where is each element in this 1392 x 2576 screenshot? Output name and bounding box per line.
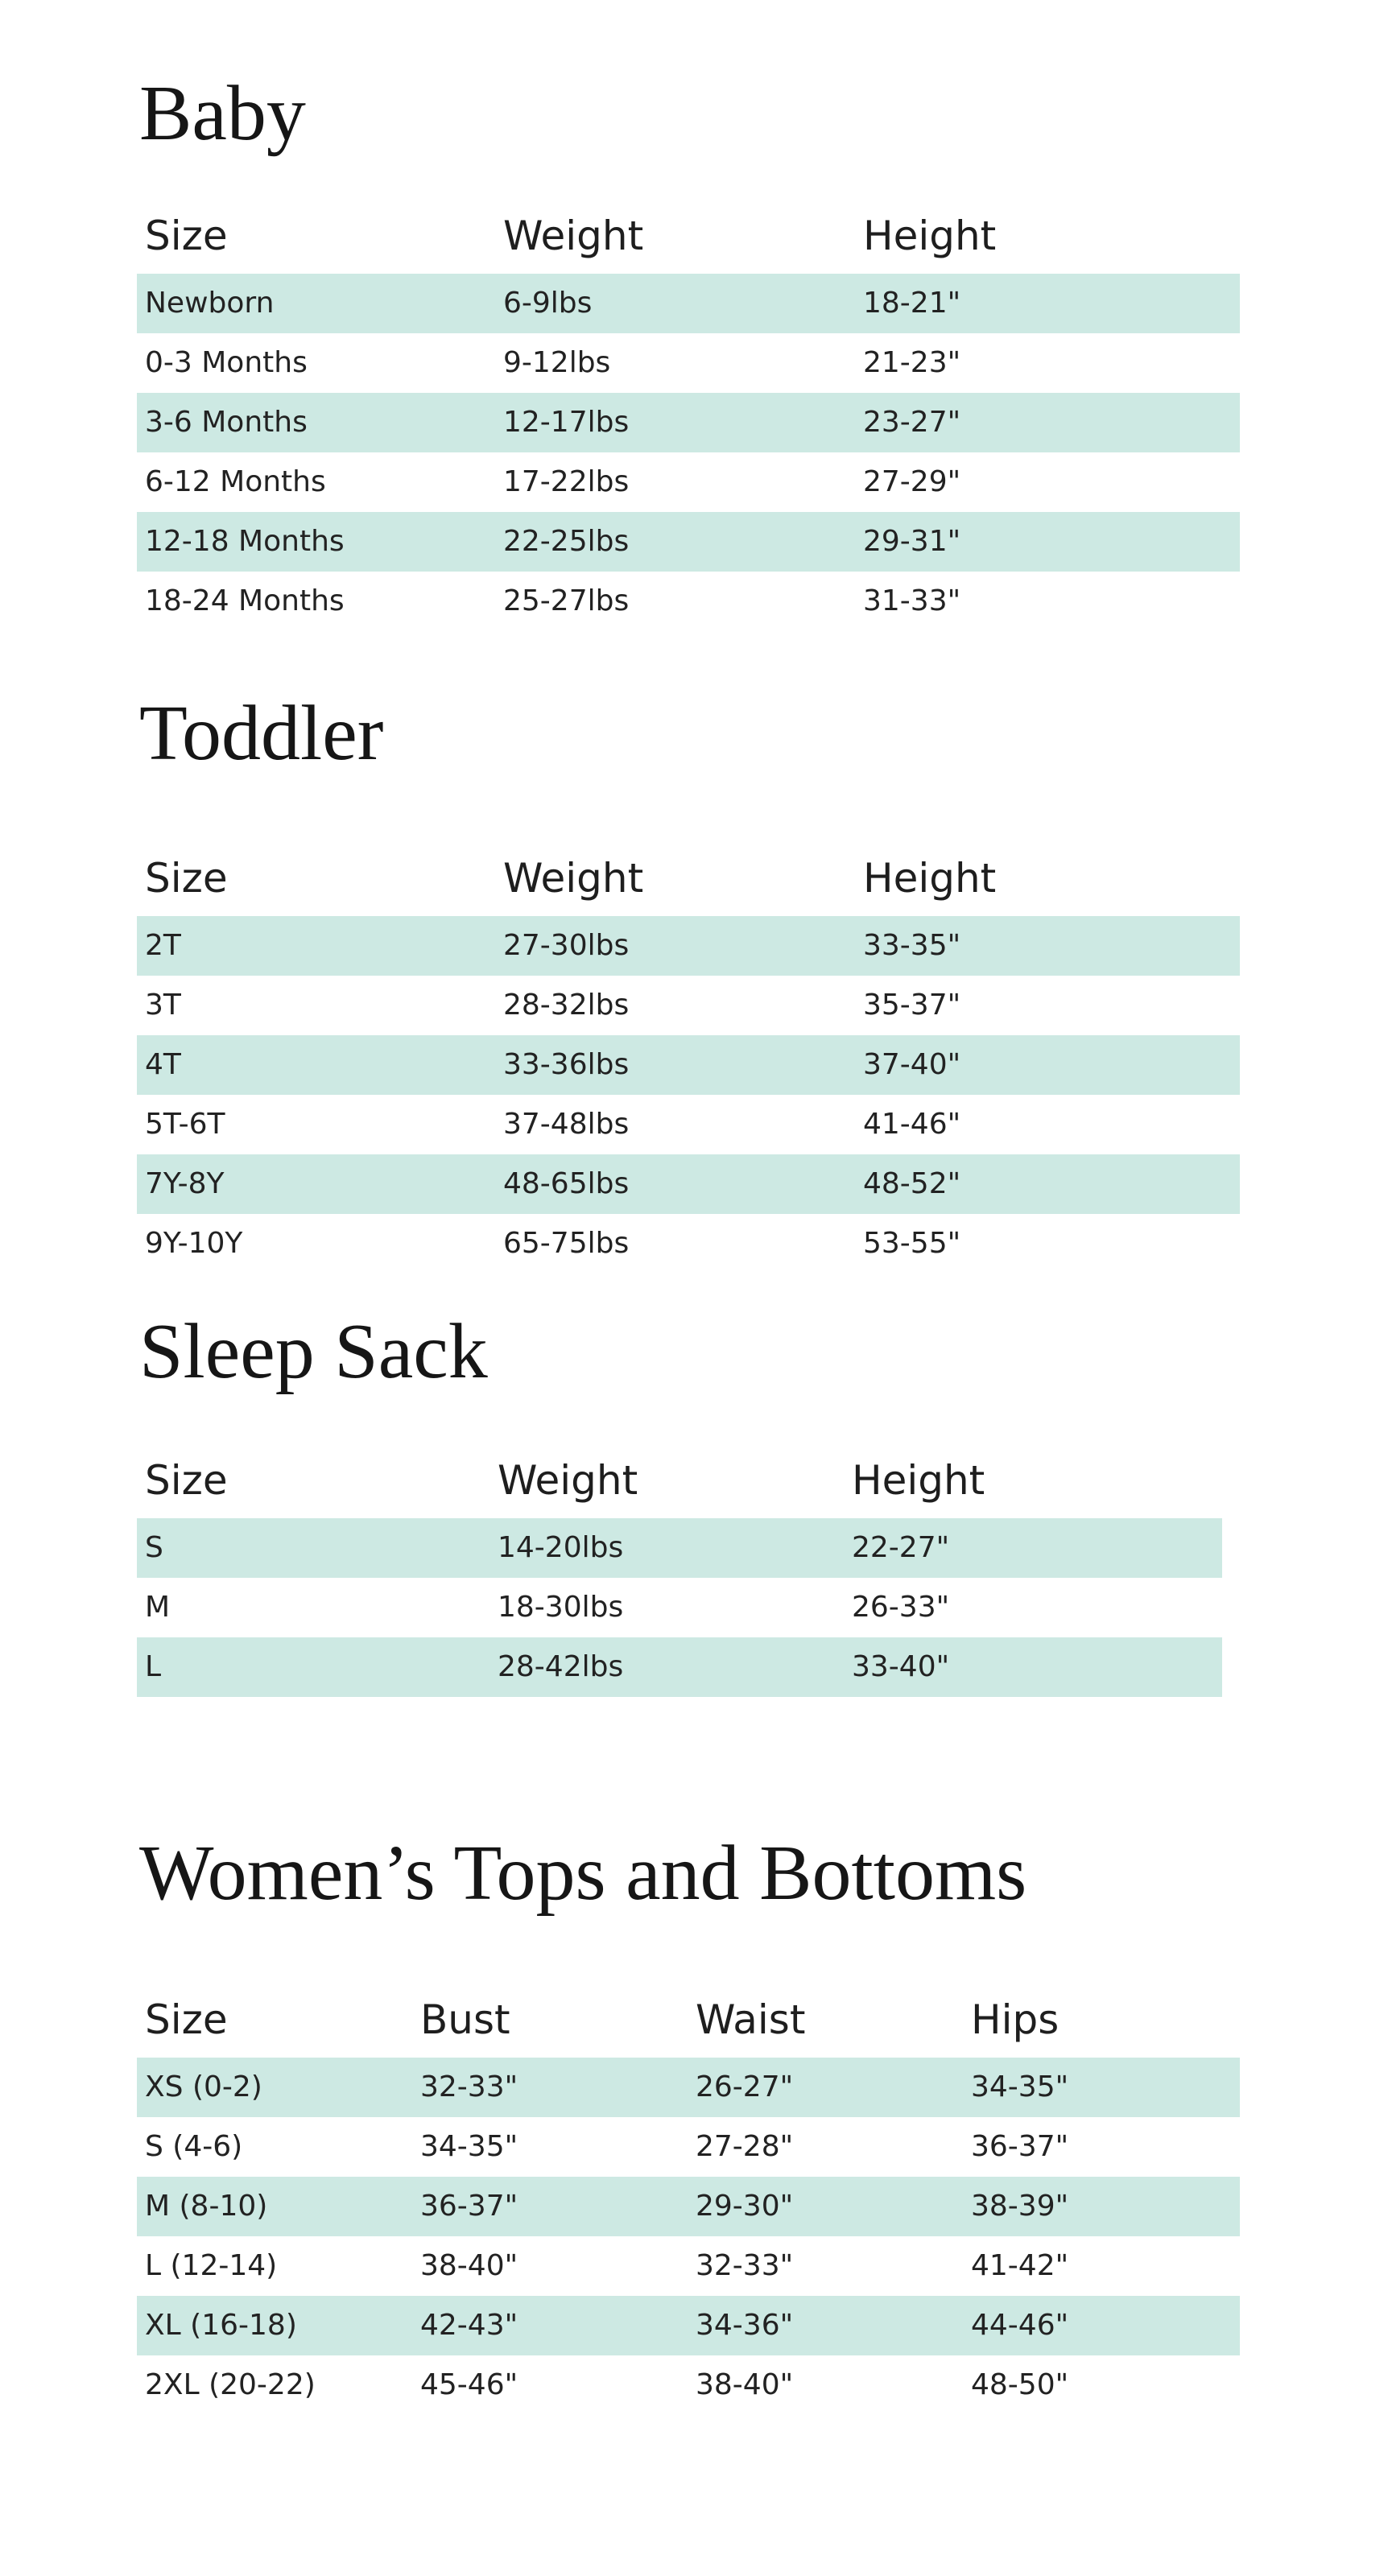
table-row xyxy=(137,1035,1240,1095)
waist-cell: 29-30" xyxy=(696,2190,794,2223)
table-row xyxy=(137,1578,1222,1637)
header-height: Height xyxy=(852,1457,985,1504)
header-bust: Bust xyxy=(420,1996,510,2043)
table-row xyxy=(137,1214,1240,1274)
size-cell: 4T xyxy=(145,1048,181,1081)
size-cell: XL (16-18) xyxy=(145,2309,297,2342)
waist-cell: 32-33" xyxy=(696,2249,794,2282)
height-cell: 33-40" xyxy=(852,1650,950,1683)
table-row xyxy=(137,1154,1240,1214)
table-row xyxy=(137,2236,1240,2296)
size-cell: 9Y-10Y xyxy=(145,1227,243,1260)
header-size: Size xyxy=(145,1996,228,2043)
toddler-title: Toddler xyxy=(139,690,384,777)
header-weight: Weight xyxy=(503,855,644,902)
size-cell: L (12-14) xyxy=(145,2249,278,2282)
header-hips: Hips xyxy=(971,1996,1059,2043)
size-cell: 12-18 Months xyxy=(145,525,345,558)
size-cell: 7Y-8Y xyxy=(145,1167,225,1200)
bust-cell: 38-40" xyxy=(420,2249,518,2282)
bust-cell: 32-33" xyxy=(420,2070,518,2103)
weight-cell: 6-9lbs xyxy=(503,287,593,320)
weight-cell: 17-22lbs xyxy=(503,465,630,498)
size-cell: 3-6 Months xyxy=(145,406,308,439)
womens-size-table xyxy=(137,1985,1240,2415)
weight-cell: 22-25lbs xyxy=(503,525,630,558)
header-waist: Waist xyxy=(696,1996,806,2043)
weight-cell: 65-75lbs xyxy=(503,1227,630,1260)
womens-title: Women’s Tops and Bottoms xyxy=(139,1830,1027,1917)
height-cell: 29-31" xyxy=(863,525,961,558)
size-cell: 2T xyxy=(145,929,181,962)
bust-cell: 34-35" xyxy=(420,2130,518,2163)
header-size: Size xyxy=(145,855,228,902)
toddler-size-table xyxy=(137,844,1240,1274)
bust-cell: 42-43" xyxy=(420,2309,518,2342)
height-cell: 27-29" xyxy=(863,465,961,498)
height-cell: 33-35" xyxy=(863,929,961,962)
height-cell: 23-27" xyxy=(863,406,961,439)
weight-cell: 12-17lbs xyxy=(503,406,630,439)
size-cell: Newborn xyxy=(145,287,275,320)
hips-cell: 38-39" xyxy=(971,2190,1069,2223)
baby-title: Baby xyxy=(139,70,306,157)
height-cell: 21-23" xyxy=(863,346,961,379)
hips-cell: 44-46" xyxy=(971,2309,1069,2342)
table-row xyxy=(137,274,1240,333)
hips-cell: 48-50" xyxy=(971,2368,1069,2401)
sleep-sack-title: Sleep Sack xyxy=(139,1308,488,1395)
table-row xyxy=(137,333,1240,393)
weight-cell: 28-32lbs xyxy=(503,989,630,1022)
weight-cell: 37-48lbs xyxy=(503,1108,630,1141)
table-row xyxy=(137,1095,1240,1154)
size-cell: 0-3 Months xyxy=(145,346,308,379)
weight-cell: 28-42lbs xyxy=(498,1650,624,1683)
size-cell: S (4-6) xyxy=(145,2130,243,2163)
table-header xyxy=(137,1985,1240,2058)
weight-cell: 9-12lbs xyxy=(503,346,611,379)
waist-cell: 27-28" xyxy=(696,2130,794,2163)
height-cell: 48-52" xyxy=(863,1167,961,1200)
header-weight: Weight xyxy=(503,213,644,259)
sleep-sack-size-table xyxy=(137,1446,1222,1697)
height-cell: 22-27" xyxy=(852,1531,950,1564)
weight-cell: 33-36lbs xyxy=(503,1048,630,1081)
weight-cell: 48-65lbs xyxy=(503,1167,630,1200)
size-cell: M xyxy=(145,1591,171,1624)
table-row xyxy=(137,1637,1222,1697)
table-row xyxy=(137,916,1240,976)
weight-cell: 27-30lbs xyxy=(503,929,630,962)
size-cell: 18-24 Months xyxy=(145,584,345,617)
table-row xyxy=(137,393,1240,452)
size-cell: L xyxy=(145,1650,162,1683)
header-height: Height xyxy=(863,213,997,259)
waist-cell: 34-36" xyxy=(696,2309,794,2342)
size-cell: XS (0-2) xyxy=(145,2070,262,2103)
hips-cell: 41-42" xyxy=(971,2249,1069,2282)
table-header xyxy=(137,201,1240,274)
size-cell: 6-12 Months xyxy=(145,465,326,498)
table-row xyxy=(137,572,1240,631)
table-row xyxy=(137,976,1240,1035)
size-cell: S xyxy=(145,1531,163,1564)
height-cell: 31-33" xyxy=(863,584,961,617)
table-header xyxy=(137,1446,1222,1518)
size-cell: M (8-10) xyxy=(145,2190,268,2223)
header-size: Size xyxy=(145,1457,228,1504)
height-cell: 26-33" xyxy=(852,1591,950,1624)
table-header xyxy=(137,844,1240,916)
height-cell: 18-21" xyxy=(863,287,961,320)
size-cell: 2XL (20-22) xyxy=(145,2368,316,2401)
height-cell: 41-46" xyxy=(863,1108,961,1141)
height-cell: 35-37" xyxy=(863,989,961,1022)
waist-cell: 26-27" xyxy=(696,2070,794,2103)
height-cell: 37-40" xyxy=(863,1048,961,1081)
bust-cell: 36-37" xyxy=(420,2190,518,2223)
height-cell: 53-55" xyxy=(863,1227,961,1260)
header-height: Height xyxy=(863,855,997,902)
bust-cell: 45-46" xyxy=(420,2368,518,2401)
size-cell: 5T-6T xyxy=(145,1108,225,1141)
hips-cell: 34-35" xyxy=(971,2070,1069,2103)
table-row xyxy=(137,2058,1240,2117)
weight-cell: 18-30lbs xyxy=(498,1591,624,1624)
table-row xyxy=(137,452,1240,512)
header-weight: Weight xyxy=(498,1457,638,1504)
size-cell: 3T xyxy=(145,989,181,1022)
table-row xyxy=(137,1518,1222,1578)
waist-cell: 38-40" xyxy=(696,2368,794,2401)
weight-cell: 25-27lbs xyxy=(503,584,630,617)
table-row xyxy=(137,2117,1240,2177)
table-row xyxy=(137,2296,1240,2355)
header-size: Size xyxy=(145,213,228,259)
hips-cell: 36-37" xyxy=(971,2130,1069,2163)
table-row xyxy=(137,2355,1240,2415)
table-row xyxy=(137,512,1240,572)
table-row xyxy=(137,2177,1240,2236)
weight-cell: 14-20lbs xyxy=(498,1531,624,1564)
baby-size-table xyxy=(137,201,1240,631)
